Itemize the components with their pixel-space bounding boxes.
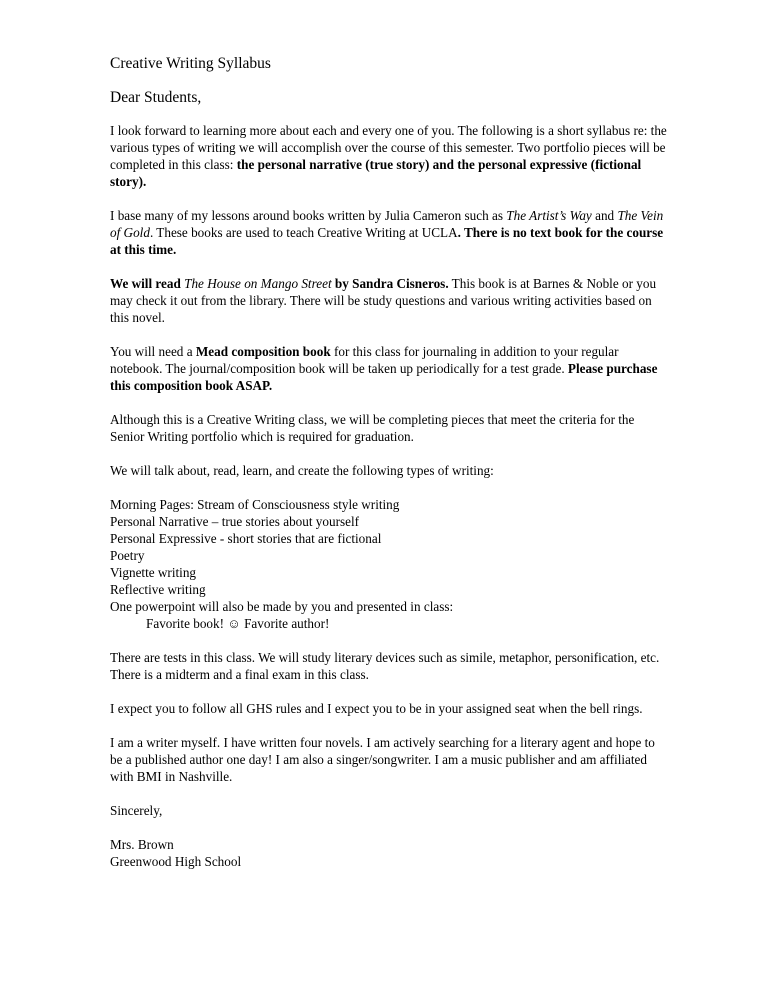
composition-book: Mead composition book — [195, 344, 331, 359]
favorites-line: Favorite book! ☺ Favorite author! — [146, 616, 330, 631]
list-item: Reflective writing — [110, 582, 206, 597]
document-title: Creative Writing Syllabus — [110, 55, 271, 72]
signature-name: Mrs. Brown — [110, 837, 174, 852]
books-paragraph — [110, 207, 670, 258]
purchase-note: Please purchase this composition book ASAP. — [110, 361, 658, 393]
book-title-artists-way: The Artist’s Way — [506, 208, 592, 223]
books-text-3: . These books are used to teach Creative Writing at UCLA — [149, 225, 458, 240]
novel-author: by Sandra Cisneros. — [331, 276, 449, 291]
no-textbook-note: . There is no text book for the course at this time. — [110, 225, 664, 257]
intro-text: I look forward to learning more about each and every one of you. The following is a short syllabus re: the various types of writing we will accomplish over the course of this semester. Two portfolio pieces will be completed in this class: — [110, 123, 667, 172]
greeting: Dear Students, — [110, 89, 202, 106]
books-text-2: and — [591, 208, 618, 223]
list-item: Personal Narrative – true stories about yourself — [110, 514, 360, 529]
rules-paragraph: I expect you to follow all GHS rules and I expect you to be in your assigned seat when the bell rings. — [110, 701, 643, 716]
list-item: Poetry — [110, 548, 145, 563]
list-item: Personal Expressive - short stories that are fictional — [110, 531, 382, 546]
novel-title: The House on Mango Street — [184, 276, 332, 291]
novel-text: This book is at Barnes & Noble or you may check it out from the library. There will be study questions and various writing activities based on this novel. — [110, 276, 657, 325]
composition-text-1: You will need a — [110, 344, 196, 359]
tests-paragraph: There are tests in this class. We will study literary devices such as simile, metaphor, personification, etc. There is a midterm and a final exam in this class. — [110, 650, 660, 682]
intro-paragraph — [110, 122, 670, 190]
composition-paragraph — [110, 343, 670, 394]
writing-types-intro: We will talk about, read, learn, and create the following types of writing: — [110, 463, 494, 478]
composition-text-2: for this class for journaling in addition to your regular notebook. The journal/composition book will be taken up periodically for a test grade. — [110, 344, 619, 376]
book-title-vein-of-gold: The Vein of Gold — [110, 208, 664, 240]
about-teacher-paragraph: I am a writer myself. I have written four novels. I am actively searching for a literary agent and hope to be a published author one day! I am also a singer/songwriter. I am a music publisher and am affiliated with BMI in Nashville. — [110, 735, 655, 784]
portfolio-pieces: the personal narrative (true story) and the personal expressive (fictional story). — [110, 157, 642, 189]
portfolio-paragraph: Although this is a Creative Writing class, we will be completing pieces that meet the criteria for the Senior Writing portfolio which is required for graduation. — [110, 412, 635, 444]
list-item: Vignette writing — [110, 565, 197, 580]
list-item: Morning Pages: Stream of Consciousness style writing — [110, 497, 400, 512]
writing-types-list — [110, 496, 670, 632]
list-item: One powerpoint will also be made by you and presented in class: — [110, 599, 454, 614]
novel-paragraph — [110, 275, 670, 326]
novel-lead: We will read — [110, 276, 185, 291]
signature-block — [110, 836, 670, 870]
closing: Sincerely, — [110, 803, 163, 818]
letter-body — [110, 54, 670, 870]
books-text-1: I base many of my lessons around books written by Julia Cameron such as — [110, 208, 507, 223]
signature-school: Greenwood High School — [110, 854, 242, 869]
